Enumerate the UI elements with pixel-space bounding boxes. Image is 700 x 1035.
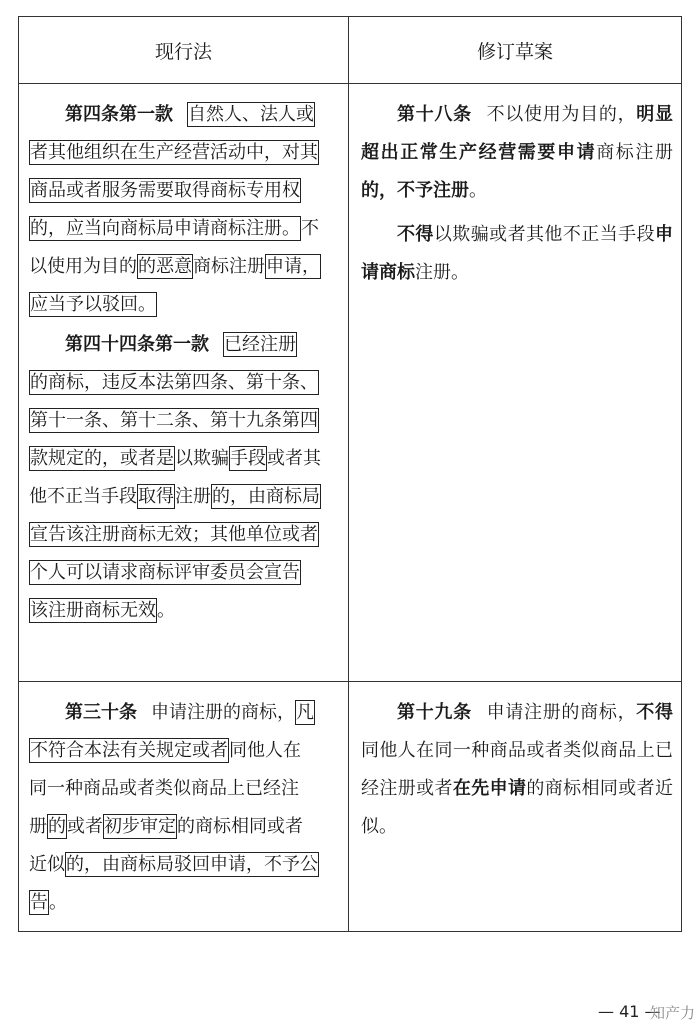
boxed-text: 手段 (230, 448, 266, 469)
boxed-text: 的恶意 (138, 256, 192, 277)
text-span: 申请注册的商标， (485, 702, 637, 723)
boxed-text: 的，应当向商标局申请商标注册。 (30, 218, 300, 239)
page-number: — 41 — (598, 1002, 661, 1021)
boxed-text: 取得 (138, 486, 174, 507)
boxed-text: 个人可以请求商标评审委员会宣告 (30, 562, 300, 583)
boxed-text: 的 (48, 816, 66, 837)
text-span: 不以使用为目的， (485, 104, 637, 125)
article-18-title: 第十八条 (397, 104, 472, 125)
boxed-text: 第十一条、第十二条、第十九条第四 (30, 410, 318, 431)
article-44-paragraph (29, 326, 340, 630)
text-span: 或者其 (267, 448, 321, 469)
article-4-title: 第四条第一款 (65, 104, 173, 125)
text-span: 册 (29, 816, 47, 837)
article-44-title: 第四十四条第一款 (65, 334, 209, 355)
bold-text: 申请商标 (361, 224, 674, 283)
text-span: 。 (49, 892, 67, 913)
boxed-text: 的，由商标局 (212, 486, 320, 507)
row-article-30 (19, 682, 682, 932)
row-article-4-44 (19, 84, 682, 682)
text-span: 以欺骗或者其他不正当手段 (433, 224, 656, 245)
text-span: 或者 (67, 816, 103, 837)
boxed-text: 者其他组织在生产经营活动中，对其 (30, 142, 318, 163)
text-span: 的商标相同或者近似。 (361, 778, 673, 837)
current-law-cell-1 (19, 84, 349, 682)
text-span: 以欺骗 (175, 448, 229, 469)
article-18-paragraph-2 (361, 216, 673, 292)
boxed-text: 不符合本法有关规定或者 (30, 740, 228, 761)
bold-text: 明显超出正常生产经营需要申请 (361, 104, 674, 163)
article-18-paragraph (361, 96, 673, 210)
boxed-text: 的，由商标局驳回申请，不予公 (66, 854, 318, 875)
boxed-text: 申请， (266, 256, 320, 277)
text-span: 商标注册 (193, 256, 265, 277)
boxed-text: 商品或者服务需要取得商标专用权 (30, 180, 300, 201)
boxed-text: 宣告该注册商标无效；其他单位或者 (30, 524, 318, 545)
text-span: 同一种商品或者类似商品上已经注 (29, 778, 299, 799)
comparison-table (18, 16, 682, 932)
text-span: 同他人在 (229, 740, 301, 761)
bold-text: 不得 (397, 224, 434, 245)
boxed-text: 告 (30, 892, 48, 913)
boxed-text: 该注册商标无效 (30, 600, 156, 621)
boxed-text: 应当予以驳回。 (30, 294, 156, 315)
watermark: 知产力 (650, 1004, 696, 1022)
header-current-law: 现行法 (19, 17, 349, 84)
header-draft-amendment: 修订草案 (349, 17, 682, 84)
article-30-paragraph (29, 694, 340, 922)
text-span: 申请注册的商标， (151, 702, 295, 723)
text-span: 他不正当手段 (29, 486, 137, 507)
boxed-text: 凡 (296, 702, 314, 723)
boxed-text: 自然人、法人或 (188, 104, 314, 125)
boxed-text: 初步审定 (104, 816, 176, 837)
text-span: 。 (469, 180, 487, 201)
boxed-text: 已经注册 (224, 334, 296, 355)
text-span: 的商标相同或者 (177, 816, 303, 837)
bold-text: 不得 (636, 702, 674, 723)
text-span: 不 (301, 218, 319, 239)
text-span: 商标注册 (596, 142, 674, 163)
text-span: 同他人在同一种商品或者类似商品上已经注册或者 (361, 740, 673, 799)
article-30-title: 第三十条 (65, 702, 137, 723)
header-row (19, 17, 682, 84)
bold-text: 在先申请 (452, 778, 527, 799)
text-span: 近似 (29, 854, 65, 875)
current-law-cell-2 (19, 682, 349, 932)
text-span: 以使用为目的 (29, 256, 137, 277)
boxed-text: 款规定的，或者是 (30, 448, 174, 469)
article-19-title: 第十九条 (397, 702, 472, 723)
article-4-paragraph (29, 96, 340, 324)
text-span: 。 (157, 600, 175, 621)
text-span: 注册 (175, 486, 211, 507)
draft-cell-2 (349, 682, 682, 932)
draft-cell-1 (349, 84, 682, 682)
article-19-paragraph (361, 694, 673, 846)
text-span: 注册。 (415, 262, 469, 283)
bold-text: 的，不予注册 (361, 180, 469, 201)
boxed-text: 的商标，违反本法第四条、第十条、 (30, 372, 318, 393)
